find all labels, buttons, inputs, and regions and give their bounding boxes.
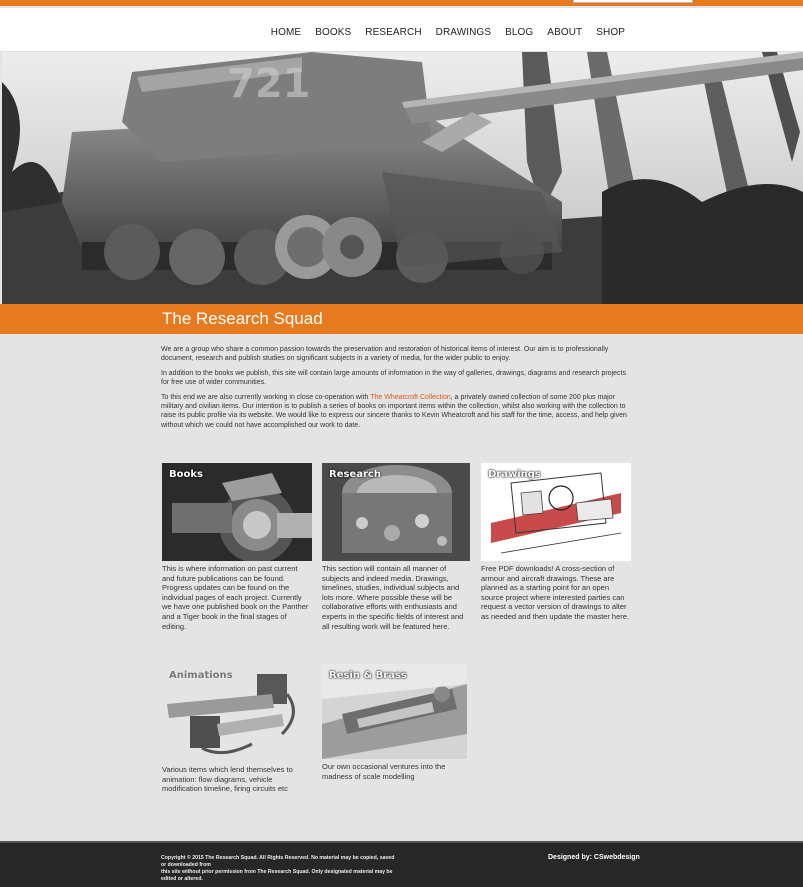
tank-marking: 721 xyxy=(227,61,311,107)
nav-drawings[interactable]: DRAWINGS xyxy=(435,27,492,38)
footer xyxy=(0,841,803,887)
main-nav xyxy=(0,8,803,52)
card-books[interactable] xyxy=(162,463,312,631)
animations-thumbnail[interactable] xyxy=(162,664,312,762)
animations-card-label: Animations xyxy=(169,670,233,681)
footer-copyright xyxy=(161,855,396,883)
nav-books[interactable]: BOOKS xyxy=(315,27,352,38)
nav-about[interactable]: ABOUT xyxy=(547,27,583,38)
nav-home[interactable]: HOME xyxy=(270,27,302,38)
research-card-text: This section will contain all manner of subjects and indeed media. Drawings, timelines, studies, individual subjects and lots more. Where possible these will be collaborative efforts with enthusiasts and experts in the specific fields of interest and all resulting work will be featured here. xyxy=(322,564,464,631)
resin-brass-card-text: Our own occasional ventures into the madness of scale modelling xyxy=(322,762,446,781)
nav-research[interactable]: RESEARCH xyxy=(365,27,422,38)
intro-paragraph-1: We are a group who share a common passion towards the preservation and restoration of historical items of interest. Our aim is to professionally document, research and publish studies on significant subjects in a variety of media, for the wider public to enjoy. xyxy=(161,346,609,363)
drawings-thumbnail[interactable] xyxy=(481,463,631,561)
hero-banner xyxy=(2,52,803,304)
drawings-card-label: Drawings xyxy=(488,469,541,480)
intro-p3-before: To this end we are also currently working in close co-operation with xyxy=(161,393,371,401)
card-drawings[interactable] xyxy=(481,463,631,622)
research-card-label: Research xyxy=(329,469,381,480)
nav-blog[interactable]: BLOG xyxy=(505,27,534,38)
resin-brass-card-label: Resin & Brass xyxy=(329,670,407,681)
intro-paragraph-3 xyxy=(161,393,633,431)
card-research[interactable] xyxy=(322,463,470,631)
page-title: The Research Squad xyxy=(162,309,323,328)
intro-p3-after: , a privately owned collection of some 200 plus major military and civilian items. Our intention is to publish a series of books on important items within the collection, whilst also working with the collection to raise its public profile via its website. We would like to express our sincere thanks to Kevin Wheatcroft and his staff for the time, access, and help given without which we could not have accomplished our work to date. xyxy=(161,393,627,429)
top-search-box[interactable] xyxy=(573,0,693,3)
footer-designed-by[interactable]: Designed by: CSwebdesign xyxy=(548,854,640,861)
books-card-text: This is where information on past current and future publications can be found. Progress updates can be found on the individual pages of each project. Currently we have one published book on the Panther and a Tiger book in the final stages of editing. xyxy=(162,564,309,631)
title-band xyxy=(0,304,803,334)
books-card-label: Books xyxy=(169,469,203,480)
card-animations[interactable] xyxy=(162,664,312,794)
nav-shop[interactable]: SHOP xyxy=(596,27,625,38)
books-thumbnail[interactable] xyxy=(162,463,312,561)
research-thumbnail[interactable] xyxy=(322,463,470,561)
hero-tank-photo xyxy=(2,52,803,304)
intro-text xyxy=(161,345,633,435)
animations-card-text: Various items which lend themselves to animation: flow diagrams, vehicle modification timeline, firing circuits etc xyxy=(162,765,293,794)
footer-copyright-line-2: this site without prior permission from The Research Squad. Only designated material may be edited or altered. xyxy=(161,869,393,882)
drawings-card-text: Free PDF downloads! A cross-section of armour and aircraft drawings. These are planned as a starting point for an open source project where interested parties can request a vector version of drawings to alter as needed and then update the master here. xyxy=(481,564,630,621)
wheatcroft-link[interactable]: The Wheatcroft Collection xyxy=(370,393,451,401)
intro-paragraph-2: In addition to the books we publish, this site will contain large amounts of information in the way of galleries, drawings, diagrams and research projects for free use of wider communities. xyxy=(161,369,626,387)
card-resin-brass[interactable] xyxy=(322,664,467,781)
footer-copyright-line-1: Copyright © 2015 The Research Squad. All Rights Reserved. No material may be copied, saved or downloaded from xyxy=(161,855,395,868)
nav-list xyxy=(257,27,625,38)
resin-brass-thumbnail[interactable] xyxy=(322,664,467,759)
